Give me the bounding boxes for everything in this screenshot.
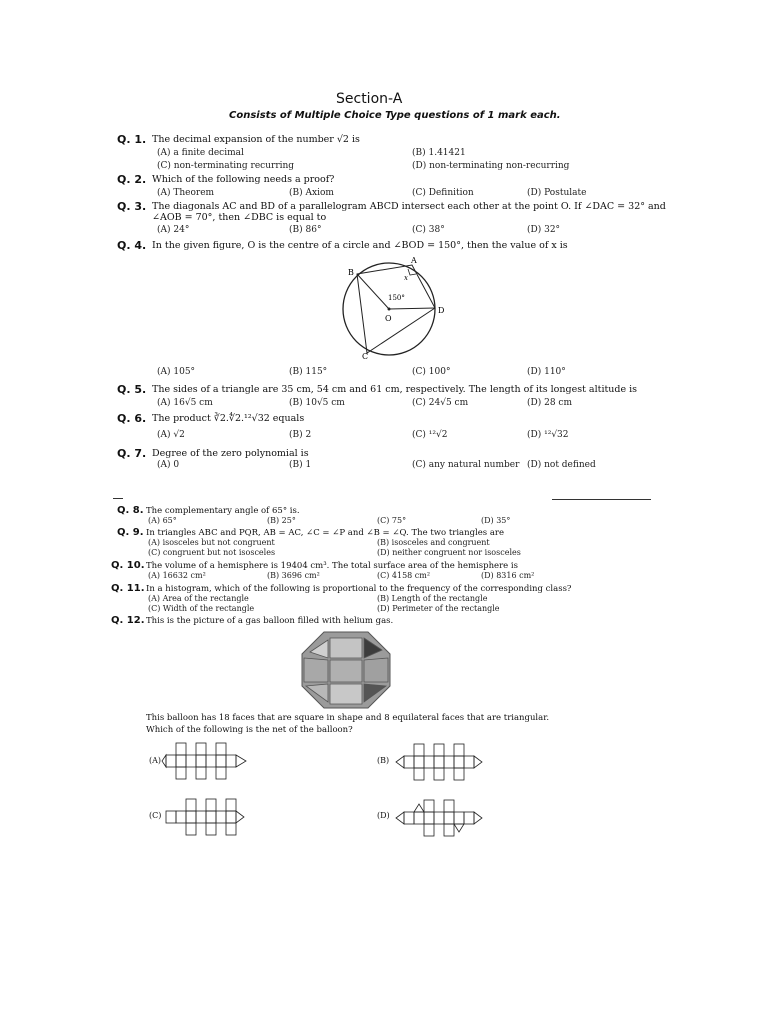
question-text: The product ∛2.∜2.¹²√32 equals (152, 413, 305, 424)
question-number: Q. 2. (117, 173, 147, 186)
option-a: (A) 105° (157, 367, 196, 377)
question-text: In the given figure, O is the centre of a circle and ∠BOD = 150°, then the value of x is (152, 240, 568, 251)
option-d: (D) (377, 811, 390, 820)
question-number: Q. 10. (111, 560, 145, 571)
option-c: (C) congruent but not isosceles (148, 548, 276, 557)
question-text: The sides of a triangle are 35 cm, 54 cm and 61 cm, respectively. The length of its longest altitude is (152, 384, 638, 395)
question-text: In triangles ABC and PQR, AB = AC, ∠C = ∠P and ∠B = ∠Q. The two triangles are (146, 528, 504, 538)
question-text: The decimal expansion of the number √2 is (152, 134, 360, 145)
net-a (162, 742, 252, 782)
net-b (394, 740, 486, 784)
option-c: (C) non-terminating recurring (157, 161, 295, 171)
option-b: (B) isosceles and congruent (377, 538, 490, 547)
option-b: (B) 1 (289, 460, 312, 470)
option-d: (D) 32° (527, 225, 561, 235)
question-number: Q. 6. (117, 412, 147, 425)
question-number: Q. 11. (111, 583, 145, 594)
question-number: Q. 1. (117, 133, 147, 146)
question-text: Degree of the zero polynomial is (152, 448, 309, 459)
option-b: (B) 2 (289, 430, 312, 440)
question-number: Q. 8. (117, 505, 144, 516)
option-b: (B) 3696 cm² (267, 571, 320, 580)
question-text-line2: ∠AOB = 70°, then ∠DBC is equal to (152, 212, 327, 223)
divider-right (552, 499, 651, 500)
option-c: (C) 24√5 cm (412, 398, 469, 408)
question-number: Q. 9. (117, 527, 144, 538)
option-d: (D) 35° (481, 516, 511, 525)
question-text: This is the picture of a gas balloon filled with helium gas. (146, 616, 394, 626)
net-d (394, 796, 486, 840)
divider-left (113, 498, 123, 499)
label-a: A (411, 256, 417, 265)
question-text-line2: This balloon has 18 faces that are square in shape and 8 equilateral faces that are triangular. (146, 713, 550, 723)
option-c: (C) Width of the rectangle (148, 604, 255, 613)
option-d: (D) Postulate (527, 188, 587, 198)
option-d: (D) 8316 cm² (481, 571, 535, 580)
option-a: (A) 16632 cm² (148, 571, 206, 580)
question-number: Q. 7. (117, 447, 147, 460)
option-a: (A) Theorem (157, 188, 215, 198)
option-c: (C) (149, 811, 162, 820)
option-a: (A) (149, 756, 162, 765)
option-d: (D) Perimeter of the rectangle (377, 604, 500, 613)
question-number: Q. 12. (111, 615, 145, 626)
question-text: Which of the following needs a proof? (152, 174, 335, 185)
option-d: (D) neither congruent nor isosceles (377, 548, 521, 557)
option-b: (B) 1.41421 (412, 148, 466, 158)
option-c: (C) ¹²√2 (412, 430, 448, 440)
option-a: (A) 16√5 cm (157, 398, 213, 408)
question-text: The volume of a hemisphere is 19404 cm³. The total surface area of the hemisphere is (146, 561, 518, 571)
option-d: (D) non-terminating non-recurring (412, 161, 570, 171)
option-a: (A) √2 (157, 430, 185, 440)
radius-ob (357, 274, 389, 309)
option-a: (A) isosceles but not congruent (148, 538, 275, 547)
option-a: (A) a finite decimal (157, 148, 244, 158)
option-d: (D) ¹²√32 (527, 430, 569, 440)
option-b: (B) 25° (267, 516, 296, 525)
balloon-figure (300, 630, 392, 710)
option-b: (B) 86° (289, 225, 322, 235)
option-b: (B) 115° (289, 367, 328, 377)
question-text-line3: Which of the following is the net of the balloon? (146, 725, 353, 735)
option-c: (C) Definition (412, 188, 474, 198)
option-a: (A) 65° (148, 516, 177, 525)
label-x: x (404, 274, 408, 282)
option-d: (D) not defined (527, 460, 596, 470)
question-number: Q. 3. (117, 200, 147, 213)
question-number: Q. 5. (117, 383, 147, 396)
label-b: B (348, 268, 354, 277)
label-o: O (385, 314, 392, 323)
question-text: The complementary angle of 65° is. (146, 506, 300, 516)
option-b: (B) Length of the rectangle (377, 594, 488, 603)
section-subtitle: Consists of Multiple Choice Type questions of 1 mark each. (229, 110, 561, 121)
question-text: In a histogram, which of the following is proportional to the frequency of the corresponding class? (146, 584, 572, 594)
option-c: (C) 38° (412, 225, 445, 235)
option-d: (D) 110° (527, 367, 566, 377)
option-c: (C) 4158 cm² (377, 571, 431, 580)
label-d: D (438, 306, 445, 315)
option-a: (A) Area of the rectangle (148, 594, 249, 603)
option-a: (A) 0 (157, 460, 180, 470)
option-c: (C) any natural number (412, 460, 520, 470)
option-b: (B) Axiom (289, 188, 334, 198)
net-c (162, 798, 252, 838)
option-c: (C) 100° (412, 367, 451, 377)
question-number: Q. 4. (117, 239, 147, 252)
option-d: (D) 28 cm (527, 398, 572, 408)
option-c: (C) 75° (377, 516, 407, 525)
label-c: C (362, 352, 369, 361)
label-angle: 150° (388, 294, 405, 302)
question-text: The diagonals AC and BD of a parallelogram ABCD intersect each other at the point O. If ∠DAC = 32° and (152, 201, 666, 212)
option-b: (B) (377, 756, 390, 765)
option-a: (A) 24° (157, 225, 190, 235)
centre-dot (388, 308, 391, 311)
option-b: (B) 10√5 cm (289, 398, 345, 408)
circle-figure (330, 255, 460, 365)
radius-od (389, 308, 435, 309)
section-title: Section-A (336, 91, 403, 107)
